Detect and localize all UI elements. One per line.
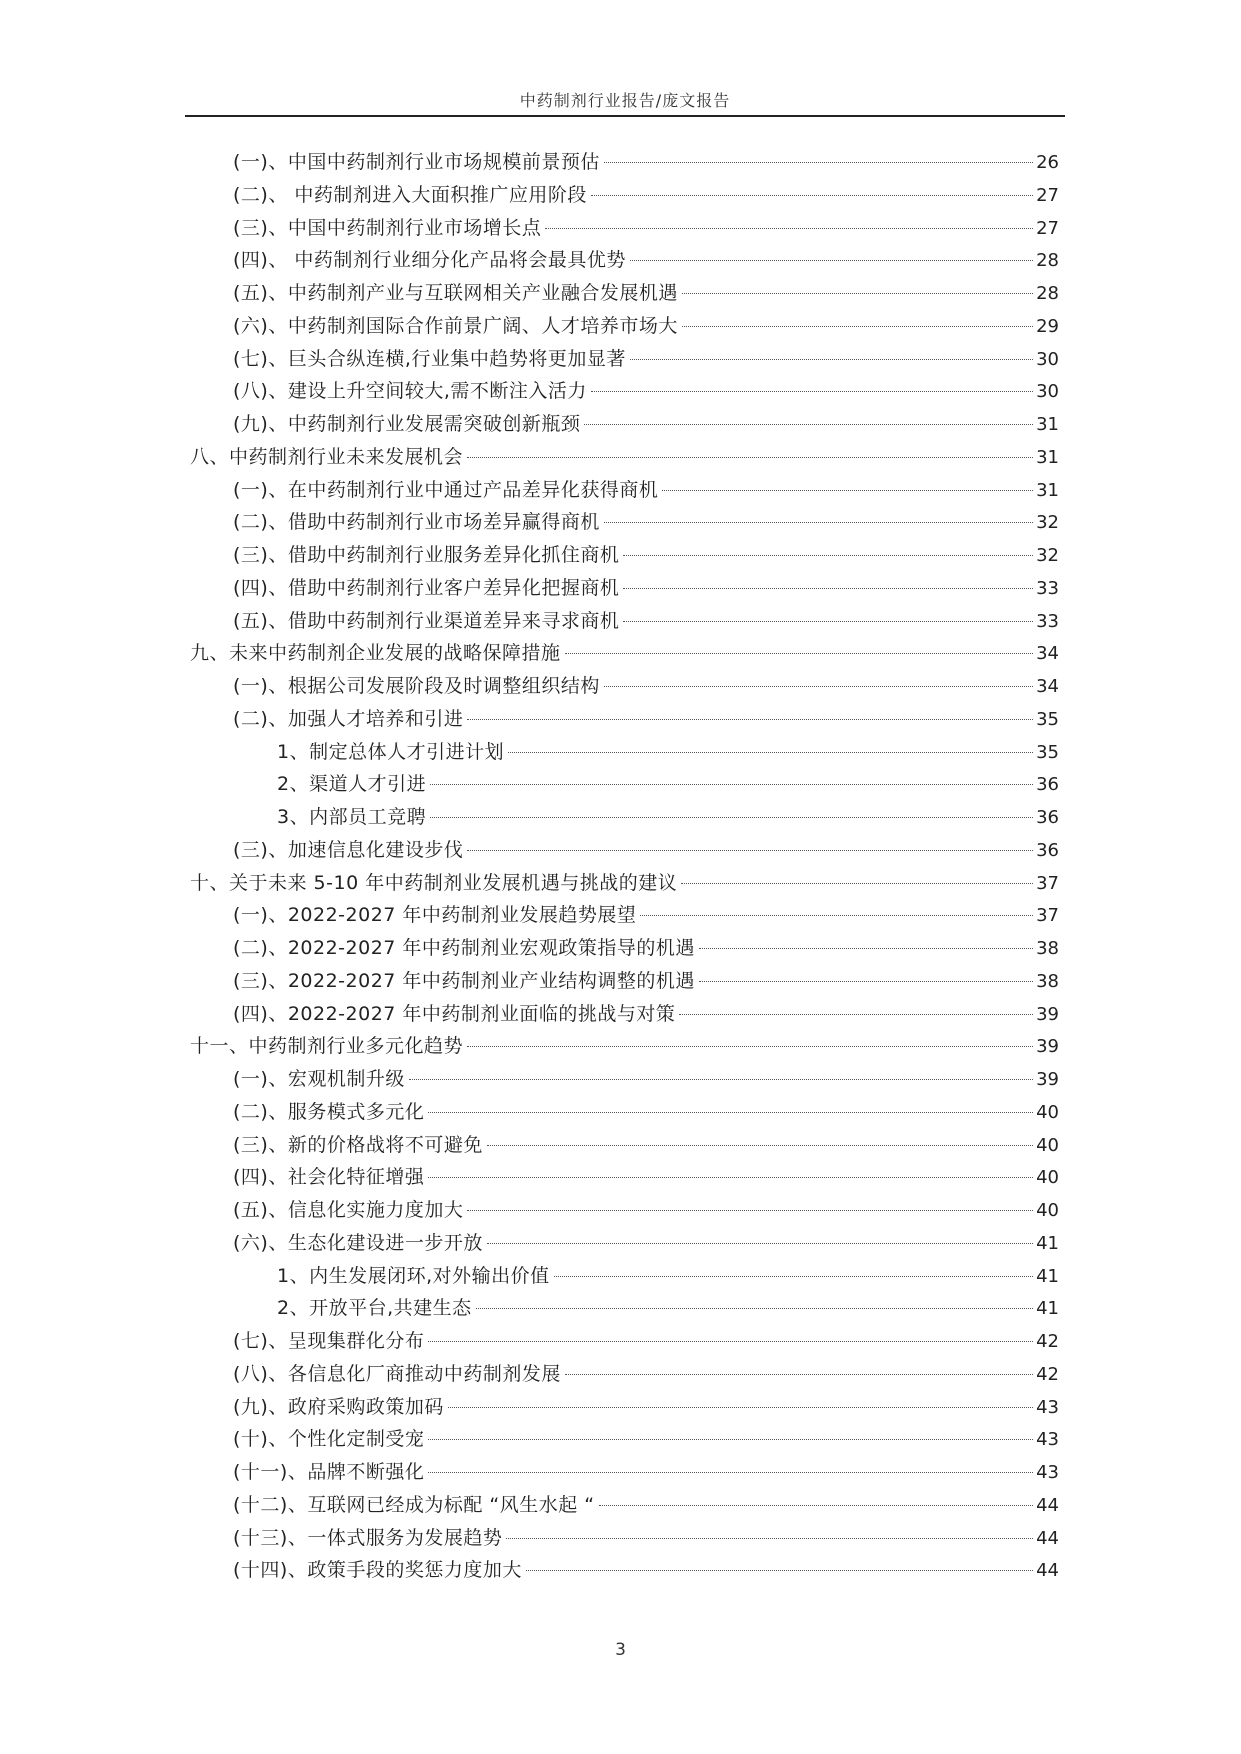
toc-entry-title: (一)、2022-2027 年中药制剂业发展趋势展望	[233, 904, 637, 927]
toc-entry-title: (三)、借助中药制剂行业服务差异化抓住商机	[233, 544, 620, 566]
toc-entry[interactable]	[233, 310, 1059, 343]
toc-entry[interactable]	[233, 1161, 1059, 1194]
toc-entry-page: 41	[1036, 1298, 1059, 1320]
toc-dot-leader	[467, 719, 1033, 720]
toc-dot-leader	[545, 228, 1033, 229]
page-header-title: 中药制剂行业报告/庞文报告	[519, 91, 731, 110]
toc-entry-title: (二)、2022-2027 年中药制剂业宏观政策指导的机遇	[233, 937, 695, 959]
toc-entry-title: (一)、宏观机制升级	[233, 1068, 405, 1090]
toc-entry[interactable]	[233, 703, 1059, 736]
toc-entry[interactable]	[233, 1194, 1059, 1227]
toc-dot-leader	[630, 260, 1033, 261]
toc-entry-page: 32	[1036, 512, 1059, 534]
toc-entry-page: 30	[1036, 348, 1059, 370]
toc-dot-leader	[508, 752, 1033, 753]
toc-entry-title: 3、内部员工竞聘	[277, 806, 427, 828]
toc-entry[interactable]	[233, 1358, 1059, 1391]
toc-entry-title: (四)、借助中药制剂行业客户差异化把握商机	[233, 576, 620, 599]
toc-entry[interactable]	[277, 768, 1059, 801]
toc-entry-title: 十、关于未来 5-10 年中药制剂业发展机遇与挑战的建议	[190, 871, 678, 894]
toc-entry-page: 40	[1036, 1200, 1059, 1221]
toc-entry-title: (四)、 中药制剂行业细分化产品将会最具优势	[233, 249, 626, 272]
toc-entry[interactable]	[233, 572, 1059, 605]
toc-entry-page: 44	[1036, 1560, 1059, 1582]
toc-entry-page: 28	[1036, 283, 1059, 304]
toc-dot-leader	[682, 293, 1033, 294]
toc-entry[interactable]	[190, 1030, 1059, 1063]
toc-entry-title: 九、未来中药制剂企业发展的战略保障措施	[190, 642, 561, 665]
toc-dot-leader	[409, 1079, 1033, 1080]
toc-entry-page: 41	[1036, 1265, 1059, 1287]
toc-entry-title: (三)、2022-2027 年中药制剂业产业结构调整的机遇	[233, 969, 695, 992]
toc-dot-leader	[476, 1308, 1033, 1309]
toc-entry-page: 44	[1036, 1494, 1059, 1516]
toc-entry[interactable]	[233, 506, 1059, 539]
toc-dot-leader	[630, 359, 1033, 360]
toc-entry-page: 30	[1036, 381, 1059, 403]
toc-entry-page: 27	[1036, 217, 1059, 239]
toc-entry-title: (一)、中国中药制剂行业市场规模前景预估	[233, 151, 600, 173]
toc-entry[interactable]	[233, 1391, 1059, 1424]
toc-entry-page: 31	[1036, 446, 1059, 468]
toc-entry-page: 42	[1036, 1363, 1059, 1385]
toc-entry-title: (十四)、政策手段的奖惩力度加大	[233, 1559, 522, 1582]
toc-entry[interactable]	[233, 277, 1059, 310]
toc-dot-leader	[526, 1570, 1033, 1571]
toc-entry[interactable]	[277, 736, 1059, 769]
toc-entry-page: 34	[1036, 676, 1059, 697]
toc-dot-leader	[599, 1505, 1034, 1506]
toc-entry-page: 26	[1036, 152, 1059, 173]
toc-dot-leader	[554, 1276, 1033, 1277]
toc-entry-title: 1、内生发展闭环,对外输出价值	[277, 1264, 550, 1287]
toc-entry-title: 2、开放平台,共建生态	[277, 1297, 472, 1320]
toc-entry[interactable]	[190, 867, 1059, 900]
toc-entry-title: (九)、政府采购政策加码	[233, 1395, 444, 1418]
toc-dot-leader	[428, 1112, 1033, 1113]
toc-entry-page: 40	[1036, 1134, 1059, 1156]
toc-entry-title: (三)、中国中药制剂行业市场增长点	[233, 216, 542, 239]
toc-dot-leader	[565, 1374, 1033, 1375]
toc-dot-leader	[467, 850, 1033, 851]
toc-entry[interactable]	[233, 899, 1059, 932]
toc-dot-leader	[428, 1472, 1033, 1473]
toc-entry-title: (一)、在中药制剂行业中通过产品差异化获得商机	[233, 478, 659, 501]
toc-entry[interactable]	[233, 1129, 1059, 1162]
toc-dot-leader	[699, 948, 1033, 949]
toc-entry[interactable]	[233, 1522, 1059, 1555]
toc-entry-title: 十一、中药制剂行业多元化趋势	[190, 1035, 464, 1058]
toc-entry-title: (六)、中药制剂国际合作前景广阔、人才培养市场大	[233, 314, 678, 337]
toc-entry[interactable]	[233, 408, 1059, 441]
toc-entry-title: (七)、巨头合纵连横,行业集中趋势将更加显著	[233, 347, 626, 370]
toc-entry[interactable]	[277, 1260, 1059, 1293]
toc-entry[interactable]	[233, 1554, 1059, 1587]
toc-entry[interactable]	[233, 1063, 1059, 1096]
toc-entry[interactable]	[233, 244, 1059, 277]
toc-entry[interactable]	[233, 375, 1059, 408]
toc-entry-page: 33	[1036, 577, 1059, 599]
page-number: 3	[615, 1640, 626, 1660]
toc-dot-leader	[506, 1538, 1033, 1539]
toc-entry-page: 38	[1036, 970, 1059, 992]
toc-entry-page: 37	[1036, 872, 1059, 894]
header-divider	[185, 115, 1065, 117]
toc-dot-leader	[467, 1210, 1033, 1211]
table-of-contents	[0, 146, 1241, 1587]
toc-dot-leader	[662, 490, 1033, 491]
toc-dot-leader	[604, 162, 1033, 163]
toc-entry-page: 32	[1036, 545, 1059, 566]
toc-entry-page: 37	[1036, 905, 1059, 927]
toc-entry-title: (一)、根据公司发展阶段及时调整组织结构	[233, 675, 600, 697]
toc-entry-page: 27	[1036, 184, 1059, 206]
toc-entry[interactable]	[277, 1292, 1059, 1325]
toc-entry-title: (五)、中药制剂产业与互联网相关产业融合发展机遇	[233, 282, 678, 304]
toc-entry[interactable]	[233, 1096, 1059, 1129]
toc-dot-leader	[565, 653, 1034, 654]
toc-dot-leader	[428, 1341, 1033, 1342]
toc-dot-leader	[591, 195, 1033, 196]
toc-entry-title: 八、中药制剂行业未来发展机会	[190, 445, 464, 468]
toc-dot-leader	[604, 686, 1033, 687]
toc-entry[interactable]	[233, 146, 1059, 179]
toc-dot-leader	[467, 1046, 1033, 1047]
toc-entry-page: 43	[1036, 1396, 1059, 1418]
toc-entry-page: 44	[1036, 1527, 1059, 1549]
toc-entry[interactable]	[190, 637, 1059, 670]
toc-dot-leader	[448, 1407, 1033, 1408]
toc-dot-leader	[681, 883, 1033, 884]
toc-entry-title: (八)、建设上升空间较大,需不断注入活力	[233, 380, 587, 403]
toc-entry-page: 42	[1036, 1331, 1059, 1352]
toc-entry-title: (十)、个性化定制受宠	[233, 1428, 425, 1451]
toc-entry-page: 33	[1036, 610, 1059, 632]
toc-entry-page: 43	[1036, 1462, 1059, 1483]
toc-dot-leader	[430, 784, 1033, 785]
toc-entry-page: 31	[1036, 414, 1059, 435]
toc-entry[interactable]	[233, 1489, 1059, 1522]
toc-entry-title: (五)、借助中药制剂行业渠道差异来寻求商机	[233, 609, 620, 632]
toc-entry-page: 35	[1036, 741, 1059, 763]
toc-entry[interactable]	[233, 605, 1059, 638]
toc-entry[interactable]	[233, 179, 1059, 212]
toc-entry-title: 2、渠道人才引进	[277, 773, 427, 796]
toc-dot-leader	[428, 1177, 1033, 1178]
toc-entry-title: (六)、生态化建设进一步开放	[233, 1231, 483, 1254]
toc-entry[interactable]	[233, 670, 1059, 703]
toc-entry[interactable]	[233, 965, 1059, 998]
toc-entry-title: (十一)、品牌不断强化	[233, 1461, 425, 1483]
toc-entry-title: (三)、加速信息化建设步伐	[233, 838, 464, 861]
toc-entry-page: 36	[1036, 839, 1059, 861]
toc-entry[interactable]	[190, 441, 1059, 474]
toc-entry[interactable]	[233, 212, 1059, 245]
toc-entry-page: 41	[1036, 1232, 1059, 1254]
toc-entry-page: 31	[1036, 479, 1059, 501]
toc-dot-leader	[623, 555, 1033, 556]
toc-entry-title: (十三)、一体式服务为发展趋势	[233, 1526, 503, 1549]
toc-entry-title: (四)、2022-2027 年中药制剂业面临的挑战与对策	[233, 1002, 676, 1025]
toc-entry-page: 43	[1036, 1429, 1059, 1451]
toc-dot-leader	[487, 1145, 1033, 1146]
toc-entry-title: (二)、 中药制剂进入大面积推广应用阶段	[233, 183, 587, 206]
toc-entry-title: (九)、中药制剂行业发展需突破创新瓶颈	[233, 413, 581, 435]
toc-entry[interactable]	[233, 539, 1059, 572]
toc-dot-leader	[428, 1439, 1033, 1440]
toc-entry-title: (八)、各信息化厂商推动中药制剂发展	[233, 1362, 561, 1385]
toc-entry[interactable]	[233, 474, 1059, 507]
toc-entry-page: 35	[1036, 708, 1059, 730]
toc-entry-title: (二)、服务模式多元化	[233, 1100, 425, 1123]
toc-entry-page: 40	[1036, 1101, 1059, 1123]
toc-dot-leader	[467, 457, 1033, 458]
toc-entry[interactable]	[233, 1423, 1059, 1456]
toc-entry-page: 28	[1036, 250, 1059, 272]
toc-entry-page: 39	[1036, 1069, 1059, 1090]
toc-dot-leader	[604, 522, 1033, 523]
toc-entry-title: 1、制定总体人才引进计划	[277, 740, 505, 763]
toc-entry-title: (三)、新的价格战将不可避免	[233, 1133, 483, 1156]
toc-entry-title: (四)、社会化特征增强	[233, 1166, 425, 1189]
toc-entry[interactable]	[233, 1325, 1059, 1358]
toc-entry-page: 39	[1036, 1003, 1059, 1025]
toc-entry[interactable]	[233, 932, 1059, 965]
toc-entry[interactable]	[233, 1227, 1059, 1260]
toc-entry[interactable]	[277, 801, 1059, 834]
toc-entry-page: 36	[1036, 774, 1059, 796]
toc-dot-leader	[640, 915, 1033, 916]
toc-dot-leader	[487, 1243, 1033, 1244]
toc-dot-leader	[623, 621, 1033, 622]
toc-entry-page: 34	[1036, 643, 1059, 665]
toc-entry-title: (二)、加强人才培养和引进	[233, 707, 464, 730]
toc-entry-page: 39	[1036, 1036, 1059, 1058]
toc-dot-leader	[679, 1014, 1033, 1015]
toc-entry-title: (五)、信息化实施力度加大	[233, 1199, 464, 1221]
toc-entry[interactable]	[233, 834, 1059, 867]
toc-dot-leader	[623, 588, 1033, 589]
toc-entry[interactable]	[233, 998, 1059, 1031]
toc-entry-page: 40	[1036, 1167, 1059, 1189]
toc-entry-title: (七)、呈现集群化分布	[233, 1330, 425, 1352]
toc-entry-title: (二)、借助中药制剂行业市场差异赢得商机	[233, 511, 600, 534]
toc-entry[interactable]	[233, 343, 1059, 376]
toc-dot-leader	[699, 981, 1033, 982]
toc-dot-leader	[682, 326, 1033, 327]
toc-entry-title: (十二)、互联网已经成为标配 “风生水起 “	[233, 1493, 595, 1516]
toc-entry-page: 29	[1036, 315, 1059, 337]
toc-entry-page: 36	[1036, 807, 1059, 828]
toc-dot-leader	[584, 424, 1033, 425]
toc-dot-leader	[591, 391, 1033, 392]
toc-entry[interactable]	[233, 1456, 1059, 1489]
toc-dot-leader	[430, 817, 1033, 818]
toc-entry-page: 38	[1036, 938, 1059, 959]
